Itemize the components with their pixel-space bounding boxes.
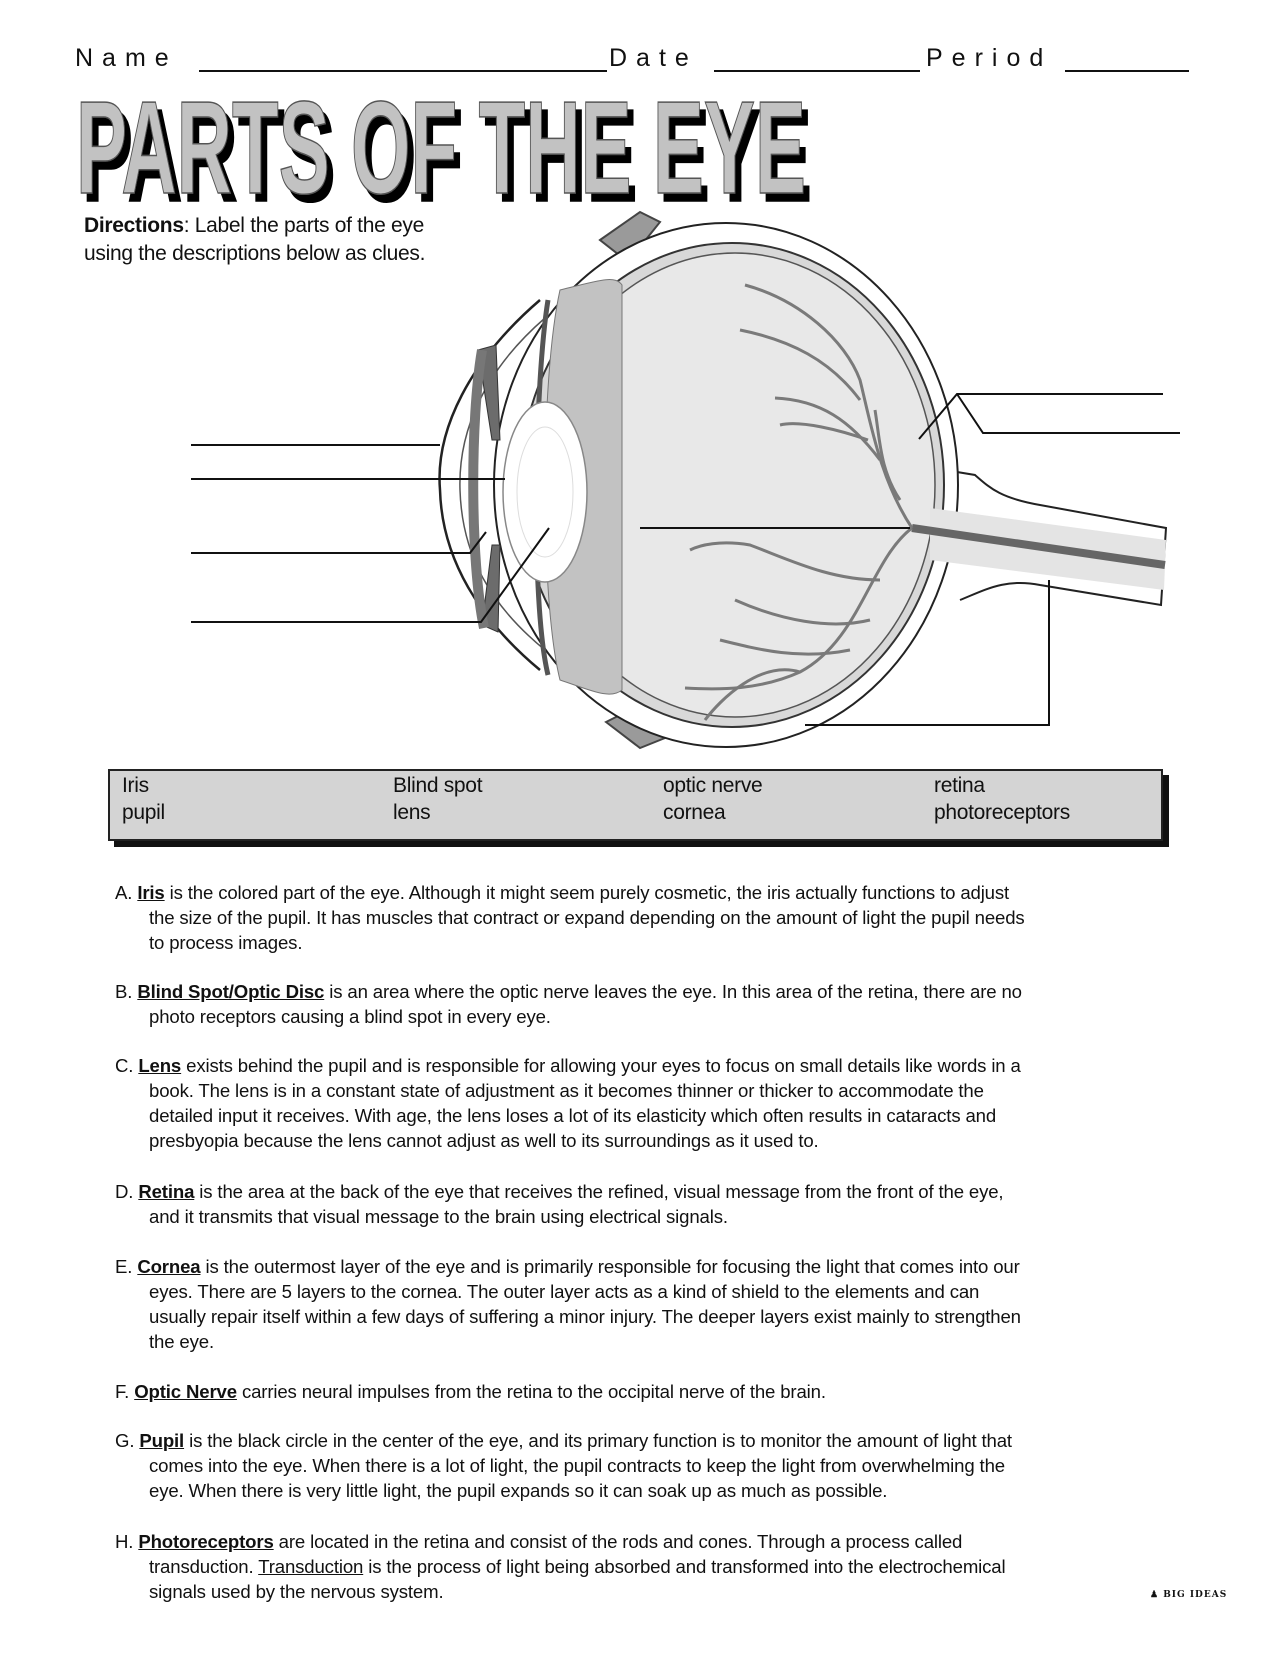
description-term: Optic Nerve [134,1381,237,1402]
description-line [115,979,1195,1004]
description-text: signals used by the nervous system. [149,1581,444,1603]
description-text: is the black circle in the center of the eye, and its primary function is to monitor the amount of light that [184,1430,1012,1451]
description-term: Iris [137,882,165,903]
description-text: is the colored part of the eye. Although it might seem purely cosmetic, the iris actually functions to adjust [164,882,1010,903]
description-line [115,1179,1195,1204]
description-letter: B. [115,981,133,1002]
description-text: and it transmits that visual message to the brain using electrical signals. [149,1206,728,1228]
description-line [115,1204,1195,1229]
description-letter: D. [115,1181,134,1202]
description-text: is the outermost layer of the eye and is primarily responsible for focusing the light that comes into our [200,1256,1020,1277]
word-cornea: cornea [663,801,726,824]
description-letter: G. [115,1430,135,1451]
description-line [115,880,1195,905]
description-letter: F. [115,1381,130,1402]
description-text: photo receptors causing a blind spot in every eye. [149,1006,551,1028]
description-text: the size of the pupil. It has muscles that contract or expand depending on the amount of light the pupil needs [149,907,1025,929]
description-term: Pupil [139,1430,185,1451]
word-iris: Iris [122,774,149,797]
description-term: Retina [138,1181,195,1202]
description-line [115,1279,1195,1304]
description-term: Photoreceptors [138,1531,274,1552]
description-letter: E. [115,1256,133,1277]
description-text: are located in the retina and consist of the rods and cones. Through a process called [273,1531,963,1552]
word-bank [108,769,1163,841]
directions-line1: : Label the parts of the eye [183,214,424,237]
word-photoreceptors: photoreceptors [934,801,1070,824]
lens [503,402,587,582]
iris-band [473,350,484,628]
description-term: Cornea [137,1256,201,1277]
label-line-3[interactable] [191,532,486,553]
description-text: transduction. [149,1556,259,1578]
title-text: PARTS OF THE EYE [76,95,806,210]
description-line [115,1078,1195,1103]
description-text: detailed input it receives. With age, the lens loses a lot of its elasticity which often results in cataracts and [149,1105,997,1127]
description-blind-spot-optic-disc [115,979,1195,1029]
directions-line2: using the descriptions below as clues. [84,242,426,265]
description-line [115,1579,1195,1604]
description-line [115,930,1195,955]
description-term: Lens [138,1055,182,1076]
description-letter: A. [115,882,133,903]
description-optic-nerve [115,1379,1195,1404]
description-cornea [115,1254,1195,1354]
description-line [115,1128,1195,1153]
description-line [115,1329,1195,1354]
description-line [115,1379,1195,1404]
name-label: Name [75,44,178,72]
description-letter: H. [115,1531,134,1552]
word-lens: lens [393,801,431,824]
description-text: is the area at the back of the eye that receives the refined, visual message from the front of the eye, [194,1181,1004,1202]
description-pupil [115,1428,1195,1503]
description-text: is the process of light being absorbed and transformed into the electrochemical [363,1556,1006,1578]
description-line [115,1529,1195,1554]
description-text: exists behind the pupil and is responsible for allowing your eyes to focus on small details like words in a [181,1055,1021,1076]
description-line [115,1478,1195,1503]
description-line [115,1053,1195,1078]
description-line [115,1453,1195,1478]
description-line [115,1004,1195,1029]
description-line [115,1428,1195,1453]
description-term: Blind Spot/Optic Disc [137,981,325,1002]
word-blind-spot: Blind spot [393,774,483,797]
word-retina: retina [934,774,985,797]
description-text: presbyopia because the lens cannot adjust as well to its surroundings as it used to. [149,1130,819,1152]
description-text: is an area where the optic nerve leaves the eye. In this area of the retina, there are no [324,981,1022,1002]
description-text: usually repair itself within a few days of suffering a minor injury. The deeper layers exist mainly to strengthen [149,1306,1021,1328]
description-line [115,1554,1195,1579]
description-text: book. The lens is in a constant state of adjustment as it becomes thinner or thicker to accommodate the [149,1080,984,1102]
description-line [115,1304,1195,1329]
description-text: carries neural impulses from the retina to the occipital nerve of the brain. [236,1381,826,1402]
description-line [115,905,1195,930]
directions-bold: Directions [84,214,184,237]
description-text: eye. When there is very little light, the pupil expands so it can soak up as much as possible. [149,1480,888,1502]
description-text: the eye. [149,1331,214,1353]
description-photoreceptors [115,1529,1195,1604]
description-letter: C. [115,1055,134,1076]
eye-diagram [0,0,1280,780]
description-line [115,1103,1195,1128]
big-ideas-logo: ♟ BIG IDEAS [1150,1590,1228,1600]
word-optic-nerve: optic nerve [663,774,763,797]
description-line [115,1254,1195,1279]
word-pupil: pupil [122,801,165,824]
logo-text: BIG IDEAS [1163,1590,1228,1600]
underlined-term: Transduction [258,1556,364,1578]
description-lens [115,1053,1195,1153]
date-label: Date [609,44,698,72]
description-retina [115,1179,1195,1229]
description-iris [115,880,1195,955]
period-label: Period [926,44,1053,72]
description-text: eyes. There are 5 layers to the cornea. The outer layer acts as a kind of shield to the elements and can [149,1281,980,1303]
label-line-6[interactable] [957,394,1180,433]
description-text: to process images. [149,932,303,954]
description-text: comes into the eye. When there is a lot of light, the pupil contracts to keep the light from overwhelming the [149,1455,1005,1477]
